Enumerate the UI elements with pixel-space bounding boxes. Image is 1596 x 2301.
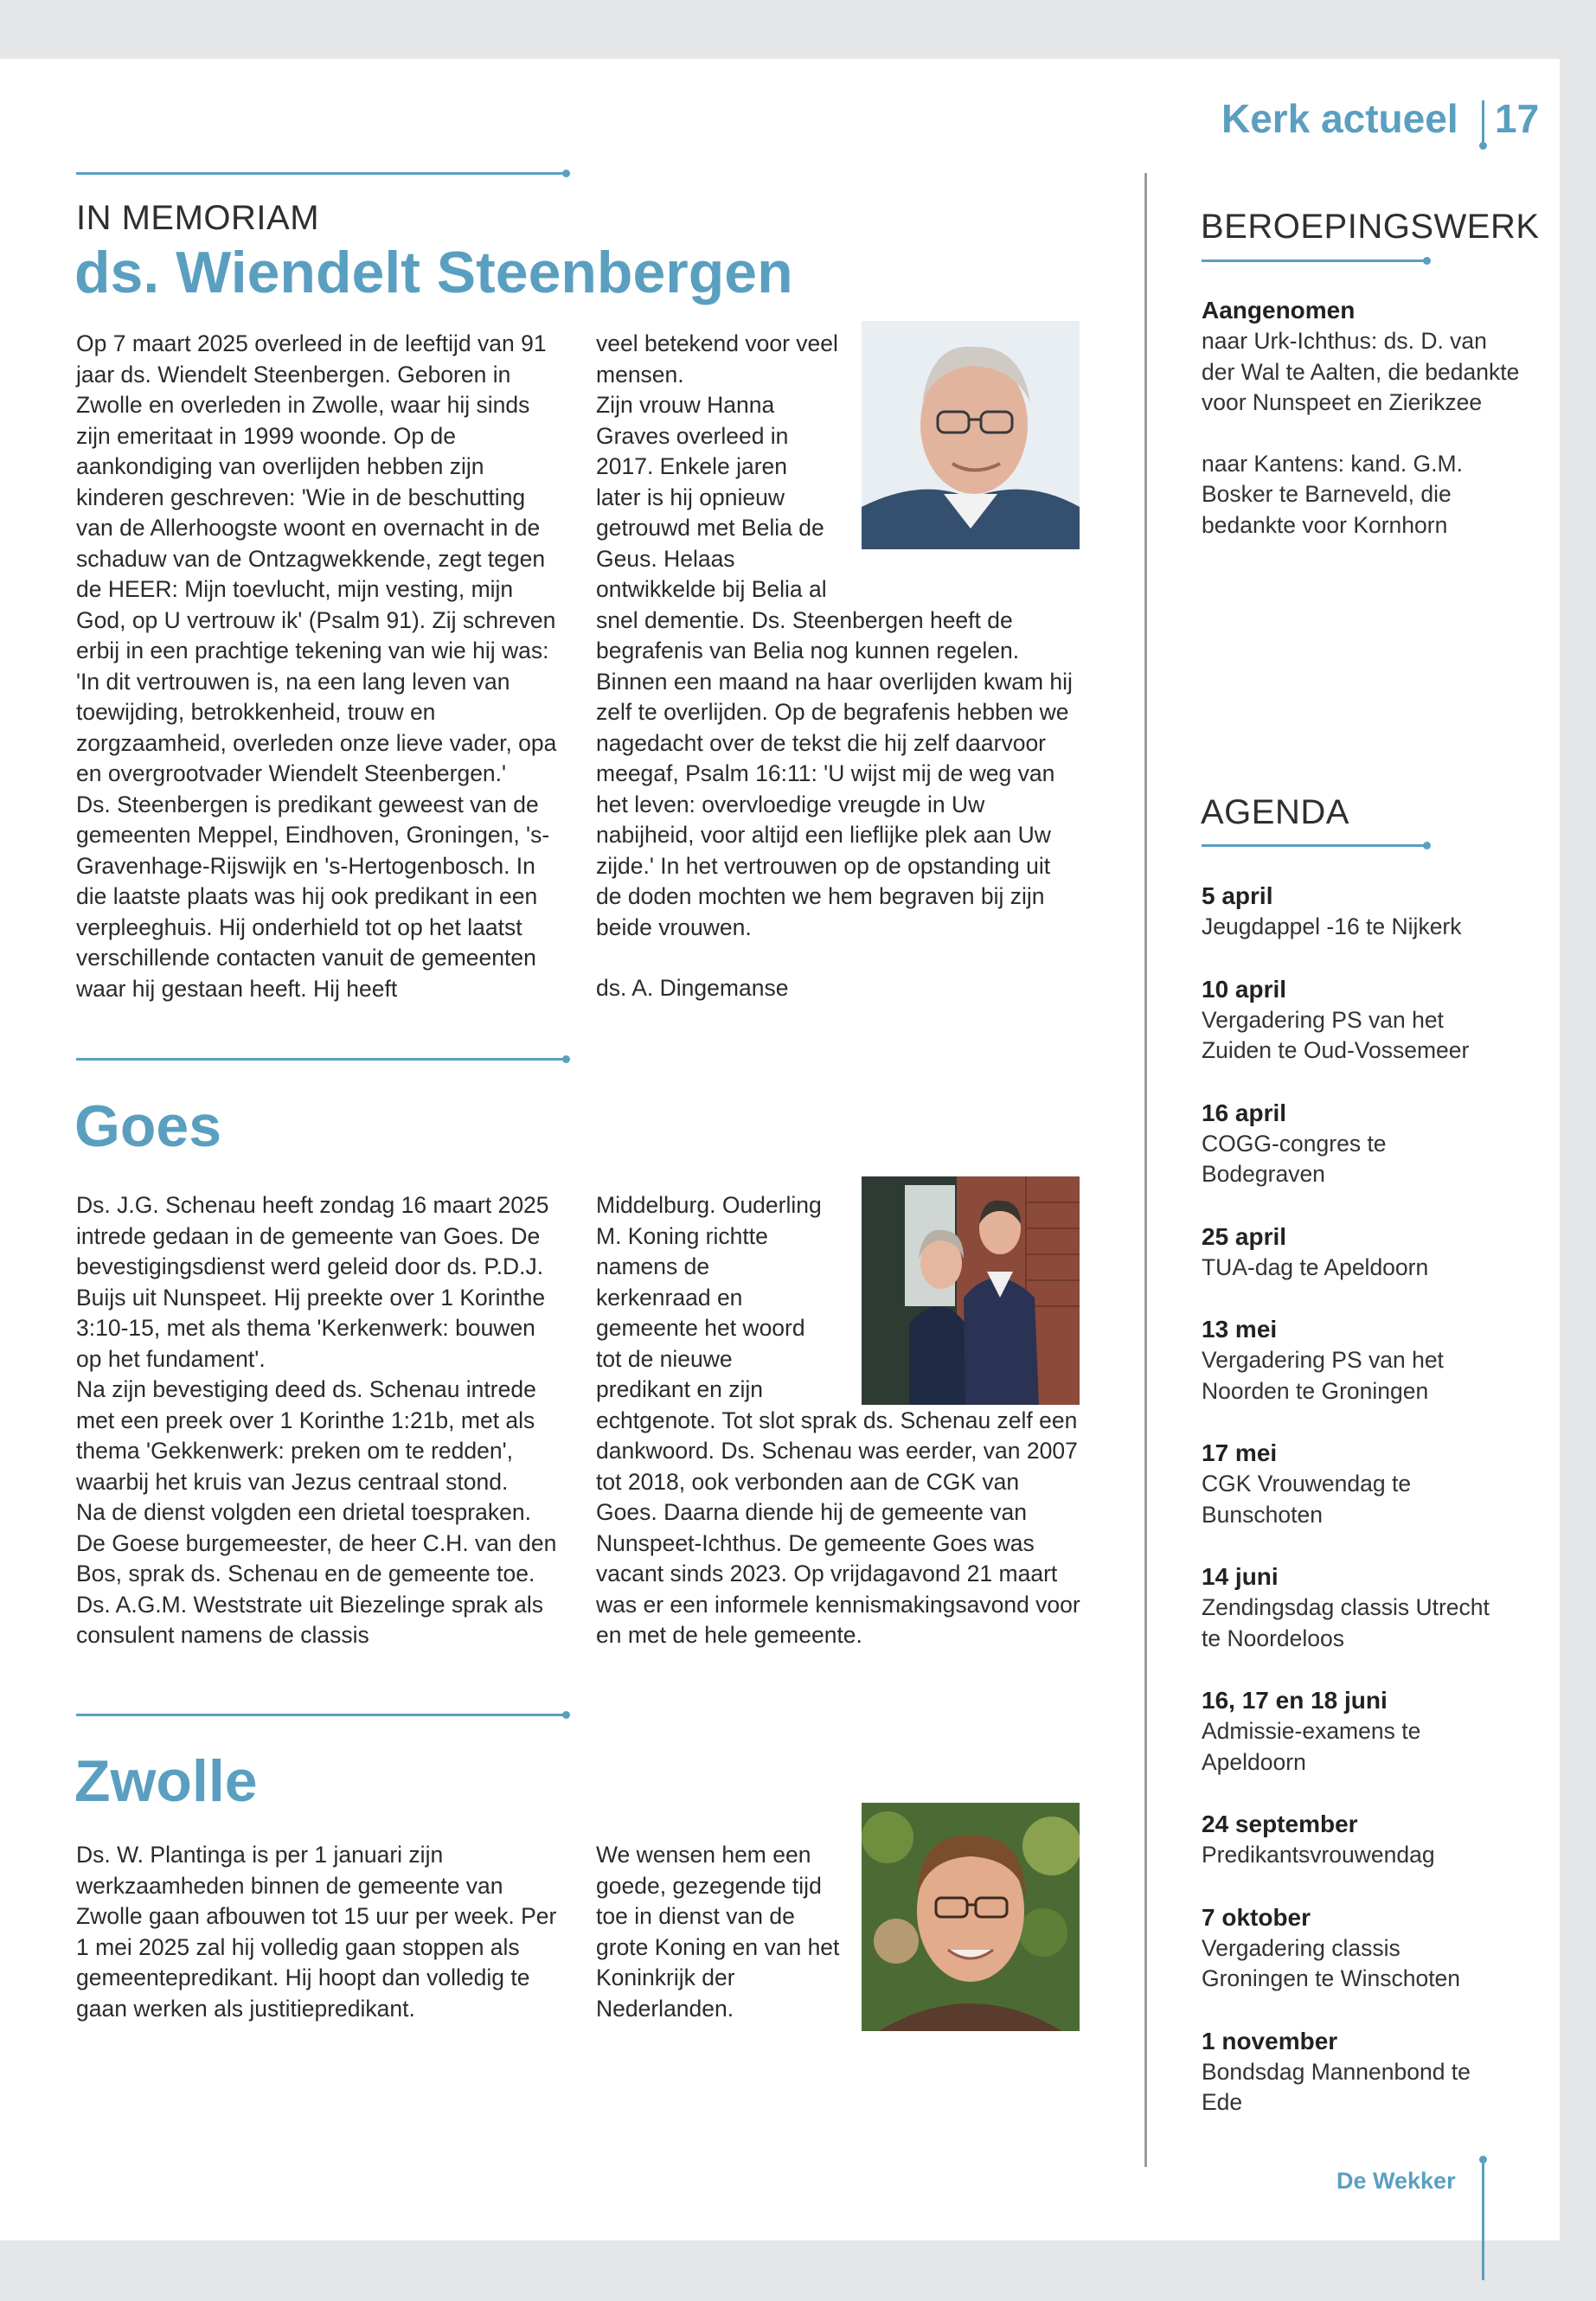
memoriam-text-wrap [830,390,1080,584]
agenda-date: 16 april [1202,1099,1287,1126]
footer-title: De Wekker [1336,2168,1456,2194]
goes-paragraph: Ds. J.G. Schenau heeft zondag 16 maart 2025 intrede gedaan in de gemeente van Goes. De bevestigingsdienst werd geleid door ds. P.D.J. Buijs uit Nunspeet. Hij preekte over 1 Korinthe 3:10-15, met als thema 'Kerkenwerk: bouwen op het fundament'. [76,1192,549,1372]
memoriam-paragraph: veel betekend voor veel mensen. [596,330,838,388]
zwolle-rule [76,1714,566,1716]
page-number: 17 [1495,96,1540,141]
zwolle-column-2 [596,1840,843,2024]
agenda-item [1202,1221,1513,1284]
agenda-item [1202,2026,1513,2118]
goes-rule [76,1058,566,1061]
agenda-date: 1 november [1202,2027,1338,2054]
memoriam-title: ds. Wiendelt Steenbergen [74,240,793,305]
agenda-item [1202,881,1513,943]
agenda-date: 5 april [1202,882,1273,909]
agenda-item [1202,1902,1513,1995]
footer-divider [1482,2161,1484,2240]
agenda-item [1202,1809,1513,1871]
agenda-item [1202,1438,1513,1530]
agenda-date: 25 april [1202,1222,1287,1250]
beroepingswerk-heading: BEROEPINGSWERK [1201,208,1540,246]
memoriam-column-1 [76,329,561,1004]
agenda-item [1202,974,1513,1067]
memoriam-signature: ds. A. Dingemanse [596,975,789,1001]
header-divider [1482,100,1484,147]
zwolle-paragraph: Ds. W. Plantinga is per 1 januari zijn werkzaamheden binnen de gemeente van Zwolle gaan afbouwen tot 15 uur per week. Per 1 mei 2025 zal hij volledig gaan stoppen als gemeentepredikant. Hij hoopt dan volledig te gaan werken als justitiepredikant. [76,1842,557,2022]
portrait-plantinga [862,1803,1080,2031]
magazine-page [0,59,1560,2240]
beroepingswerk-rule-dot [1423,257,1431,265]
memoriam-body: Zijn vrouw Hanna Graves overleed in 2017. Enkele jaren later is hij opnieuw getrouwd met Belia de Geus. Helaas ontwikkelde bij Belia al snel dementie. Ds. Steenbergen heeft de begrafenis van Belia nog kunnen regelen. Binnen een maand na haar overlijden kwam hij zelf te overlijden. Op de begrafenis hebben we nagedacht over de tekst die hij zelf daarvoor meegaf, Psalm 16:11: 'U wijst mij de weg van het leven: overvloedige vreugde in Uw nabijheid, voor altijd een lieflijke plek aan Uw zijde.' In het vertrouwen op de opstanding uit de doden mochten we hem begraven bij zijn beide vrouwen. [596,392,1073,940]
beroepingswerk-block [1202,295,1522,541]
agenda-text: Vergadering PS van het Zuiden te Oud-Vossemeer [1202,1006,1470,1063]
memoriam-paragraph [596,390,1080,943]
memoriam-paragraph: Ds. Steenbergen is predikant geweest van de gemeenten Meppel, Eindhoven, Groningen, 's-Gravenhage-Rijswijk en 's-Hertogenbosch. In die laatste plaats was hij ook predikant in een verpleeghuis. Hij onderhield tot op het laatst verschillende contacten vanuit de gemeenten waar hij gestaan heeft. Hij heeft [76,791,550,1002]
header-divider-dot [1479,142,1487,150]
beroepingswerk-entry: naar Kantens: kand. G.M. Bosker te Barneveld, die bedankte voor Kornhorn [1202,450,1463,538]
footer-divider-tail [1482,2240,1484,2280]
beroepingswerk-subheading: Aangenomen [1202,297,1356,324]
agenda-heading: AGENDA [1201,793,1349,831]
portrait-plantinga-image [862,1803,1080,2031]
zwolle-column-1 [76,1840,561,2024]
section-title: Kerk actueel [1221,96,1458,141]
goes-paragraph: Na de dienst volgden een drietal toespraken. De Goese burgemeester, de heer C.H. van den Bos, sprak ds. Schenau en de gemeente toe. Ds. A.G.M. Weststrate uit Biezelinge sprak als consulent namens de classis [76,1499,557,1648]
agenda-rule-dot [1423,842,1431,849]
agenda-text: CGK Vrouwendag te Bunschoten [1202,1471,1412,1528]
zwolle-paragraph: We wensen hem een goede, gezegende tijd toe in dienst van de grote Koning en van het Koninkrijk der Nederlanden. [596,1842,840,2022]
agenda-date: 10 april [1202,975,1287,1003]
column-separator [1144,173,1147,2167]
agenda-list [1202,881,1513,2118]
goes-paragraph [596,1190,1080,1651]
agenda-date: 14 juni [1202,1563,1279,1590]
agenda-text: Bondsdag Mannenbond te Ede [1202,2058,1471,2115]
agenda-item [1202,1098,1513,1190]
goes-title: Goes [74,1093,222,1159]
agenda-date: 16, 17 en 18 juni [1202,1687,1388,1714]
beroepingswerk-rule [1202,260,1426,262]
agenda-text: Predikantsvrouwendag [1202,1842,1435,1868]
memoriam-column-2a [596,329,843,390]
agenda-rule [1202,844,1426,847]
agenda-date: 17 mei [1202,1439,1278,1466]
goes-column-1 [76,1190,561,1651]
agenda-text: Vergadering PS van het Noorden te Groningen [1202,1347,1444,1404]
memoriam-rule [76,172,566,175]
goes-body: Middelburg. Ouderling M. Koning richtte namens de kerkenraad en gemeente het woord tot de nieuwe predikant en zijn echtgenote. Tot slot sprak ds. Schenau zelf een dankwoord. Ds. Schenau was eerder, van 2007 tot 2018, ook verbonden aan de CGK van Goes. Daarna diende hij de gemeente van Nunspeet-Ichthus. De gemeente Goes was vacant sinds 2023. Op vrijdagavond 21 maart was er een informele kennismakingsavond voor en met de hele gemeente. [596,1192,1080,1648]
agenda-date: 24 september [1202,1811,1358,1837]
memoriam-kicker: IN MEMORIAM [76,199,320,237]
agenda-text: Vergadering classis Groningen te Winschoten [1202,1934,1461,1991]
zwolle-rule-dot [562,1711,570,1719]
agenda-item [1202,1561,1513,1654]
agenda-date: 13 mei [1202,1316,1278,1343]
goes-text-wrap [830,1190,1080,1405]
agenda-text: Zendingsdag classis Utrecht te Noordeloos [1202,1594,1490,1651]
agenda-text: Jeugdappel -16 te Nijkerk [1202,913,1462,939]
agenda-item [1202,1314,1513,1407]
memoriam-column-2b [596,390,1080,1004]
agenda-date: 7 oktober [1202,1903,1311,1931]
goes-column-2 [596,1190,1080,1651]
goes-rule-dot [562,1055,570,1063]
agenda-text: COGG-congres te Bodegraven [1202,1130,1387,1187]
zwolle-title: Zwolle [74,1748,258,1814]
beroepingswerk-entry: naar Urk-Ichthus: ds. D. van der Wal te Aalten, die bedankte voor Nunspeet en Zierikzee [1202,328,1520,415]
memoriam-paragraph: Op 7 maart 2025 overleed in de leeftijd van 91 jaar ds. Wiendelt Steenbergen. Geboren in Zwolle en overleden in Zwolle, waar hij sinds zijn emeritaat in 1999 woonde. Op de aankondiging van overlijden hebben zijn kinderen geschreven: 'Wie in de beschutting van de Allerhoogste woont en overnacht in de schaduw van de Ontzagwekkende, zegt tegen de HEER: Mijn toevlucht, mijn vesting, mijn God, op U vertrouw ik' (Psalm 91). Zij schreven erbij in een prachtige tekening van wie hij was: 'In dit vertrouwen is, na een lang leven van toewijding, betrokkenheid, trouw en zorgzaamheid, overleden onze lieve vader, opa en overgrootvader Wiendelt Steenbergen.' [76,330,557,786]
agenda-text: TUA-dag te Apeldoorn [1202,1253,1429,1280]
agenda-text: Admissie-examens te Apeldoorn [1202,1718,1421,1775]
goes-paragraph: Na zijn bevestiging deed ds. Schenau intrede met een preek over 1 Korinthe 1:21b, met als thema 'Gekkenwerk: preken om te redden', waarbij het kruis van Jezus centraal stond. [76,1376,536,1495]
agenda-item [1202,1685,1513,1778]
memoriam-rule-dot [562,170,570,177]
